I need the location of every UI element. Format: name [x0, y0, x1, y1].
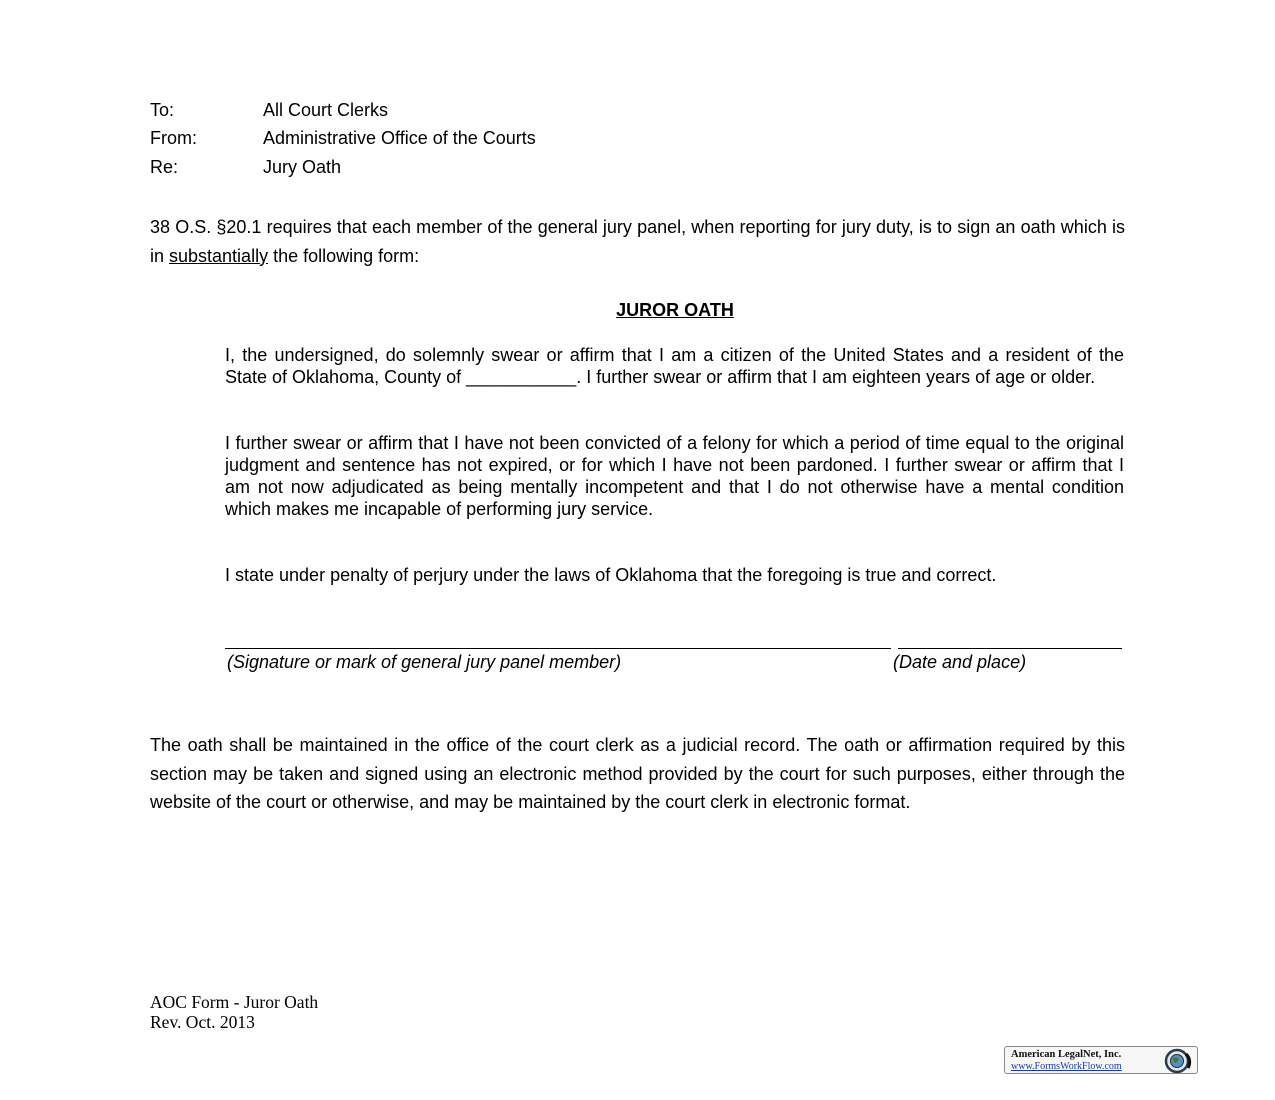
oath-paragraph-3: I state under penalty of perjury under the laws of Oklahoma that the foregoing is true and correct.	[225, 565, 997, 585]
date-place-label: (Date and place)	[893, 652, 1027, 672]
memo-to-label: To:	[150, 100, 175, 120]
intro-paragraph	[150, 213, 1125, 270]
intro-text-before: 38 O.S. §20.1 requires that each member of the general jury panel, when reporting for jury duty, is to sign an oath which is in	[150, 217, 1125, 266]
signature-line[interactable]	[225, 648, 891, 649]
closing-paragraph: The oath shall be maintained in the office of the court clerk as a judicial record. The oath or affirmation required by this section may be taken and signed using an electronic method provided by the court for such purposes, either through the website of the court or otherwise, and may be maintained by the court clerk in electronic format.	[150, 735, 1125, 812]
footer-revision: Rev. Oct. 2013	[150, 1012, 255, 1032]
publisher-badge[interactable]	[1004, 1046, 1198, 1074]
globe-logo-icon	[1160, 1048, 1194, 1074]
signature-label: (Signature or mark of general jury panel member)	[227, 652, 622, 672]
oath-paragraph-2: I further swear or affirm that I have not been convicted of a felony for which a period of time equal to the original judgment and sentence has not expired, or for which I have not been pardoned. I further swear or affirm that I am not now adjudicated as being mentally incompetent and that I do not otherwise have a mental condition which makes me incapable of performing jury service.	[225, 433, 1124, 519]
oath-title: JUROR OATH	[616, 300, 734, 320]
intro-emphasis: substantially	[169, 245, 269, 266]
footer-form-name: AOC Form - Juror Oath	[150, 992, 319, 1012]
memo-re-label: Re:	[150, 157, 179, 177]
badge-url-link[interactable]: www.FormsWorkFlow.com	[1011, 1061, 1122, 1072]
memo-from-value: Administrative Office of the Courts	[263, 128, 536, 148]
memo-re-value: Jury Oath	[263, 157, 342, 177]
memo-from-label: From:	[150, 128, 197, 148]
oath-paragraph-1: I, the undersigned, do solemnly swear or affirm that I am a citizen of the United States and a resident of the State of Oklahoma, County of ___________. I further swear or affirm that I am eighteen years of age or older.	[225, 345, 1124, 387]
intro-text-after: the following form:	[268, 245, 420, 266]
badge-company: American LegalNet, Inc.	[1011, 1049, 1122, 1060]
form-footer	[150, 992, 318, 1032]
date-place-line[interactable]	[898, 648, 1122, 649]
memo-to-value: All Court Clerks	[263, 100, 389, 120]
